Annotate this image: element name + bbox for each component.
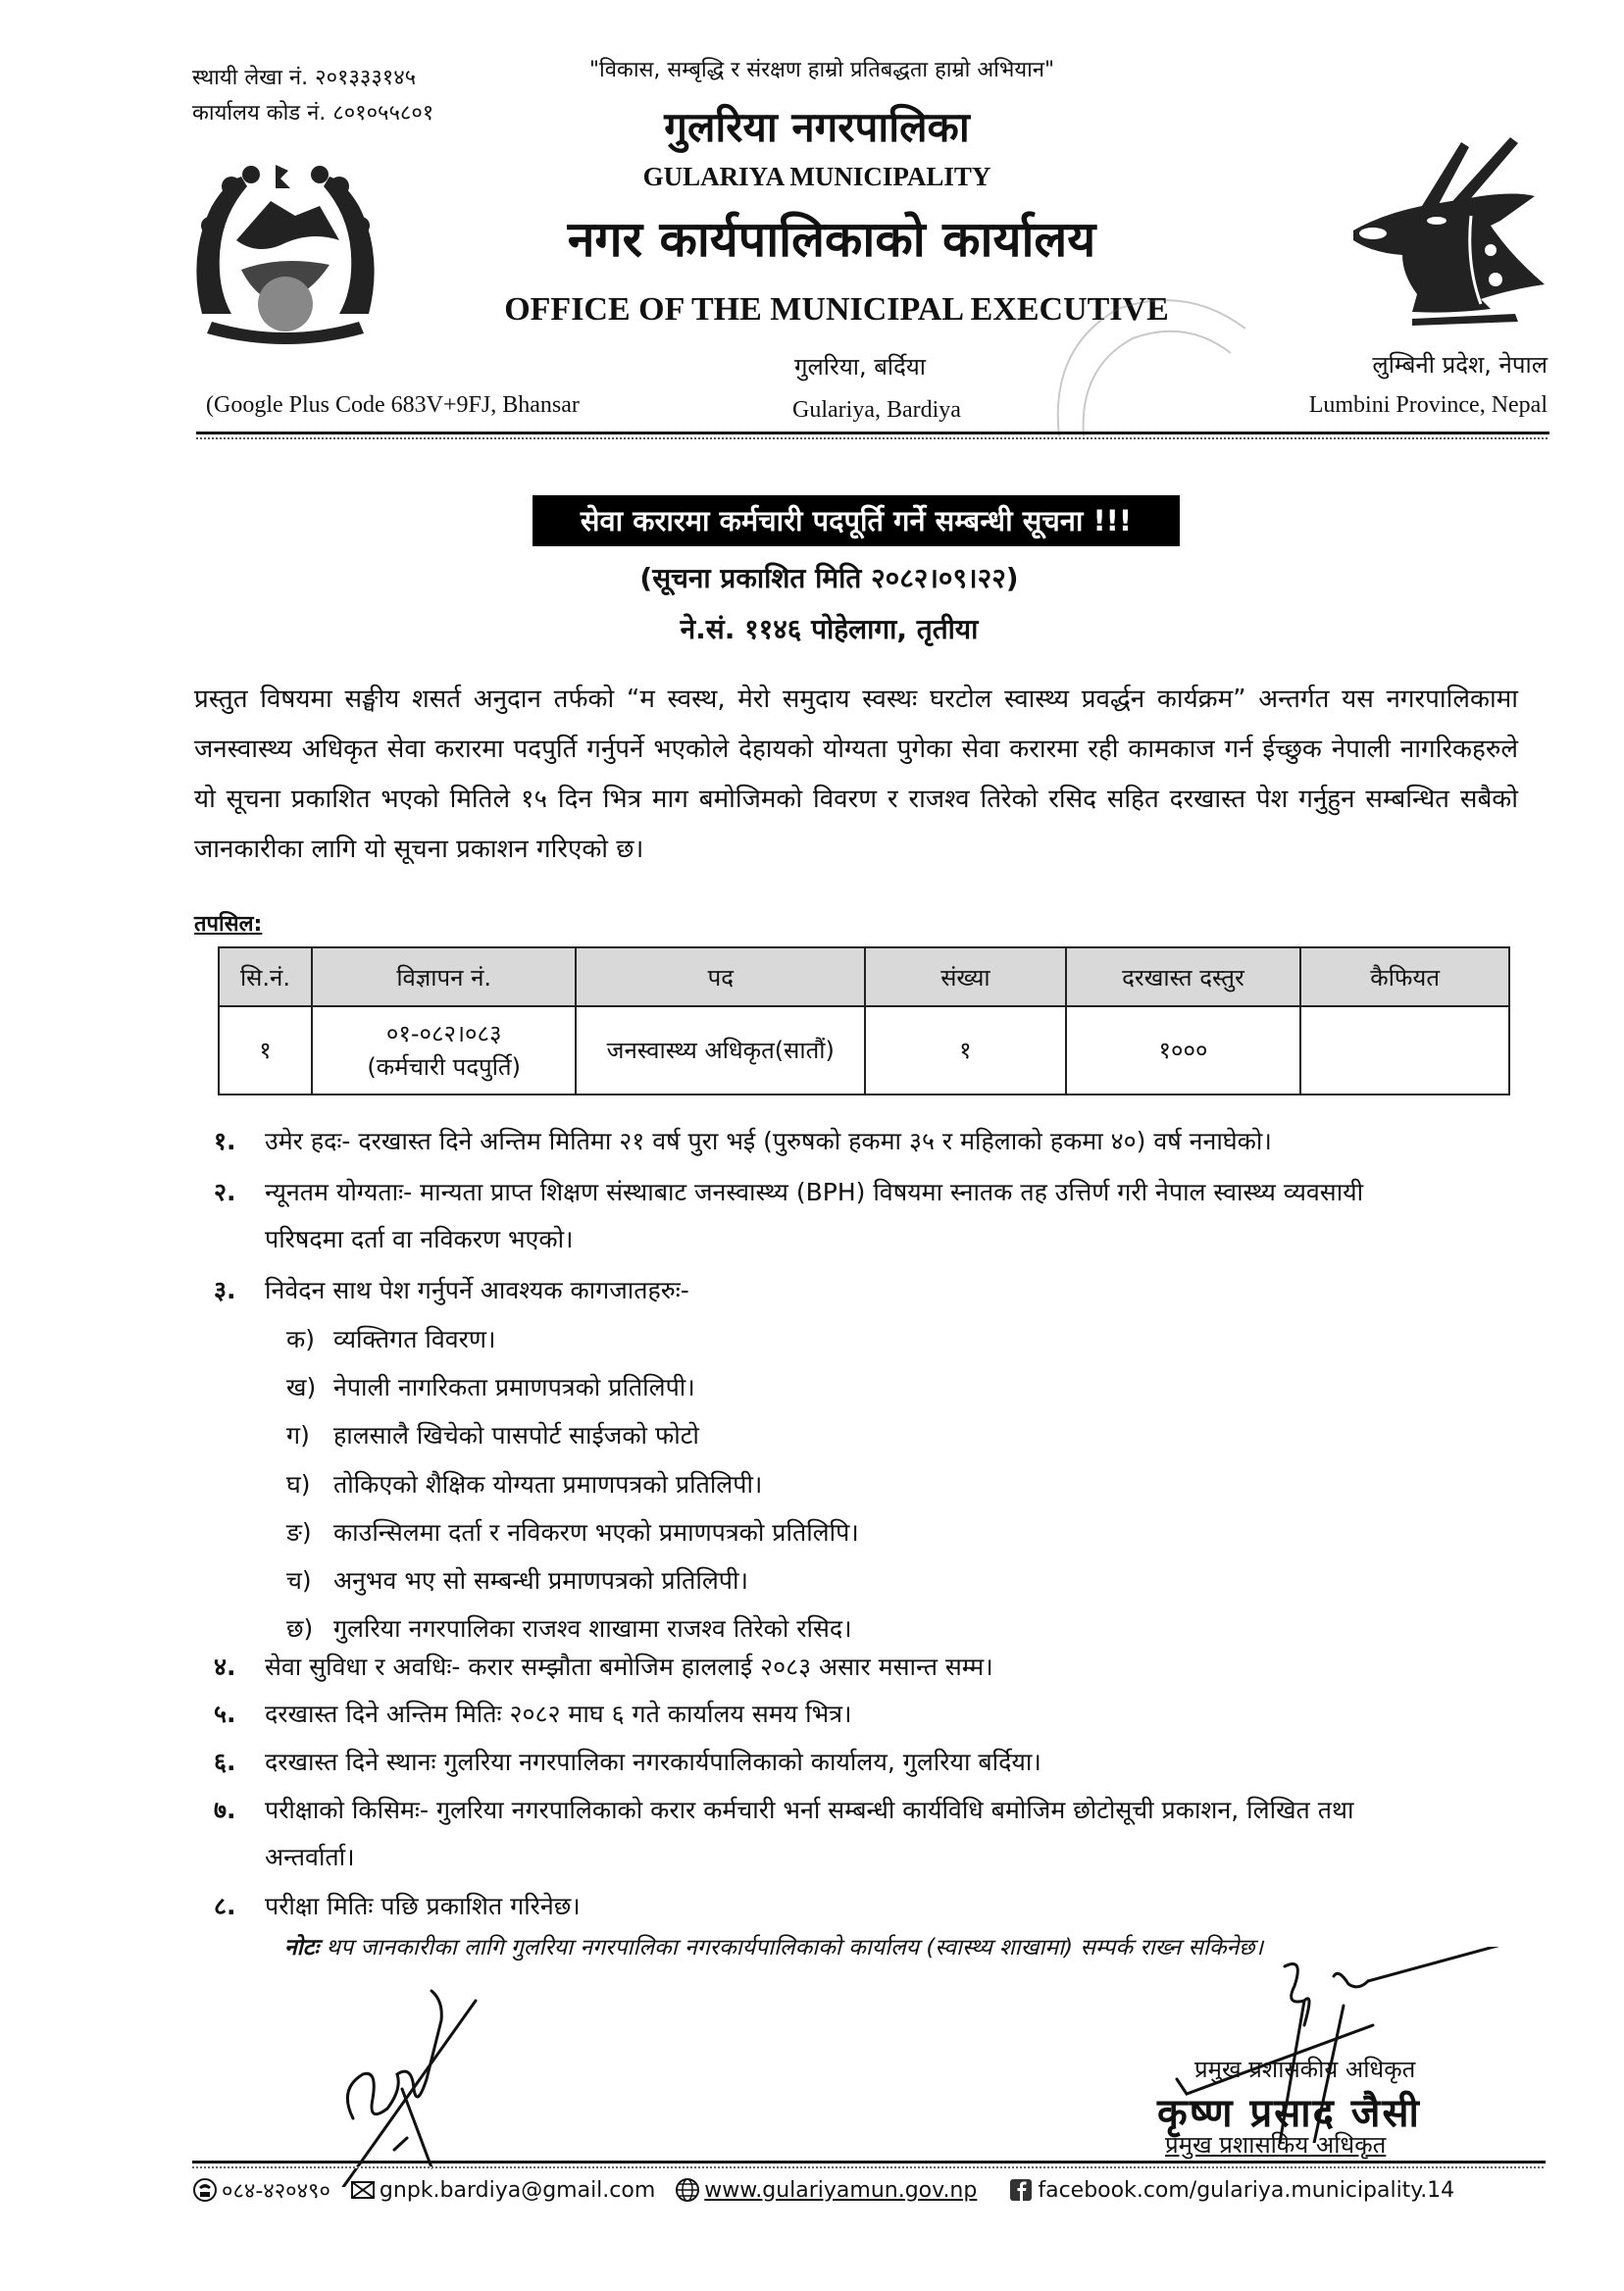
nepal-emblem-icon [182,147,388,353]
document-item: ङ) काउन्सिलमा दर्ता र नविकरण भएको प्रमाणपत्रको प्रतिलिपि। [286,1518,859,1547]
province-en: Lumbini Province, Nepal [1308,392,1548,418]
col-ad-no: विज्ञापन नं. [312,947,577,1006]
facebook-link[interactable]: facebook.com/gulariya.municipality.14 [1038,2177,1455,2203]
table-row [219,1006,1509,1095]
table-header-row [219,947,1509,1006]
footer-contacts [192,2175,1546,2205]
footer-divider-dotted [192,2166,1546,2168]
col-post: पद [576,947,865,1006]
office-code: कार्यालय कोड नं. ८०१०५५८०१ [192,101,434,126]
officer-title: प्रमुख प्रशासकीय अधिकृत [1194,2056,1416,2083]
municipality-name-en: GULARIYA MUNICIPALITY [642,162,991,191]
note [284,1930,1263,1961]
facebook-icon [1008,2177,1034,2203]
cell-ad-no [312,1006,577,1095]
note-text: थप जानकारीका लागि गुलरिया नगरपालिका नगरकार्यपालिकाको कार्यालय (स्वास्थ्य शाखामा) सम्पर्क राख्न सकिनेछ। [326,1935,1264,1960]
details-label: तपसिल: [194,912,263,937]
phone-icon [192,2177,218,2203]
google-plus-code: (Google Plus Code 683V+9FJ, Bhansar [206,392,580,418]
col-remarks: कैफियत [1300,947,1509,1006]
cell-fee: १००० [1066,1006,1301,1095]
permanent-account-number: स्थायी लेखा नं. २०१३३३१४५ [192,66,417,90]
globe-icon [675,2177,700,2203]
ad-number: ०१-०८२।०८३ [385,1020,502,1047]
col-fee: दरखास्त दस्तुर [1066,947,1301,1006]
note-label: नोटः [284,1935,319,1960]
office-stamp-icon [1040,289,1255,446]
notice-body: प्रस्तुत विषयमा सङ्घीय शसर्त अनुदान तर्फको “म स्वस्थ, मेरो समुदाय स्वस्थः घरटोल स्वास्थ्य प्रवर्द्धन कार्यक्रम” अन्तर्गत यस नगरपालिकामा जनस्वास्थ्य अधिकृत सेवा करारमा पदपुर्ति गर्नुपर्ने भएकोले देहायको योग्यता पुगेका सेवा करारमा रही कामकाज गर्न ईच्छुक नेपाली नागरिकहरुले यो सूचना प्रकाशित भएको मितिले १५ दिन भित्र माग बमोजिमको विवरण र राजश्व तिरेको रसिद सहित दरखास्त पेश गर्नुहुन सम्बन्धित सबैको जानकारीका लागि यो सूचना प्रकाशन गरिएको छ। [194,685,1518,864]
officer-name-stamp: कृष्ण प्रसाद जैसी [1157,2091,1421,2136]
location-en: Gulariya, Bardiya [792,397,961,423]
website-link[interactable]: www.gulariyamun.gov.np [704,2177,978,2203]
document-item: ग) हालसालै खिचेको पासपोर्ट साईजको फोटो [286,1421,699,1450]
document-item: च) अनुभव भए सो सम्बन्धी प्रमाणपत्रको प्रतिलिपी। [286,1566,748,1595]
office-name-np: नगर कार्यपालिकाको कार्यालय [567,211,1096,268]
header-divider [196,432,1549,434]
envelope-icon [350,2177,376,2203]
cell-post: जनस्वास्थ्य अधिकृत(सातौं) [576,1006,865,1095]
footer-divider [192,2161,1546,2164]
footer-facebook[interactable] [1008,2177,1454,2203]
province-np: लुम्बिनी प्रदेश, नेपाल [1372,351,1548,379]
document-item: क) व्यक्तिगत विवरण। [286,1325,496,1353]
cell-count: १ [865,1006,1066,1095]
header-divider-dotted [196,437,1549,439]
phone-number: ०८४-४२०४९० [222,2179,330,2204]
notice-title: सेवा करारमा कर्मचारी पदपूर्ति गर्ने सम्बन्धी सूचना !!! [533,495,1180,546]
vacancy-table [218,946,1510,1095]
document-item: छ) गुलरिया नगरपालिका राजश्व शाखामा राजश्व तिरेको रसिद। [286,1614,852,1643]
footer-email[interactable] [350,2177,655,2203]
slogan: "विकास, सम्बृद्धि र संरक्षण हाम्रो प्रतिबद्धता हाम्रो अभियान" [588,58,1055,82]
blackbuck-logo-icon [1344,137,1559,333]
col-count: संख्या [865,947,1066,1006]
office-name-en: OFFICE OF THE MUNICIPAL EXECUTIVE [504,291,1169,328]
location-np: गुलरिया, बर्दिया [794,353,927,381]
footer-phone [192,2175,330,2205]
col-serial-no: सि.नं. [219,947,312,1006]
document-item: ख) नेपाली नागरिकता प्रमाणपत्रको प्रतिलिपी। [286,1373,695,1401]
cell-remarks [1300,1006,1509,1095]
municipality-name-np: गुलरिया नगरपालिका [664,103,970,151]
email-address[interactable]: gnpk.bardiya@gmail.com [379,2177,656,2203]
published-date: (सूचना प्रकाशित मिति २०८२।०९।२२) [639,562,1019,594]
footer-website[interactable] [675,2177,977,2203]
ad-note: (कर्मचारी पदपुर्ति) [367,1053,521,1081]
handwritten-signature-left [333,1981,530,2187]
document-item: घ) तोकिएको शैक्षिक योग्यता प्रमाणपत्रको प्रतिलिपी। [286,1470,763,1499]
cell-serial-no: १ [219,1006,312,1095]
nepal-sambat-date: ने.सं. ११४६ पोहेलागा, तृतीया [680,613,979,645]
officer-title-stamp: प्रमुख प्रशासकिय अधिकृत [1165,2131,1387,2159]
